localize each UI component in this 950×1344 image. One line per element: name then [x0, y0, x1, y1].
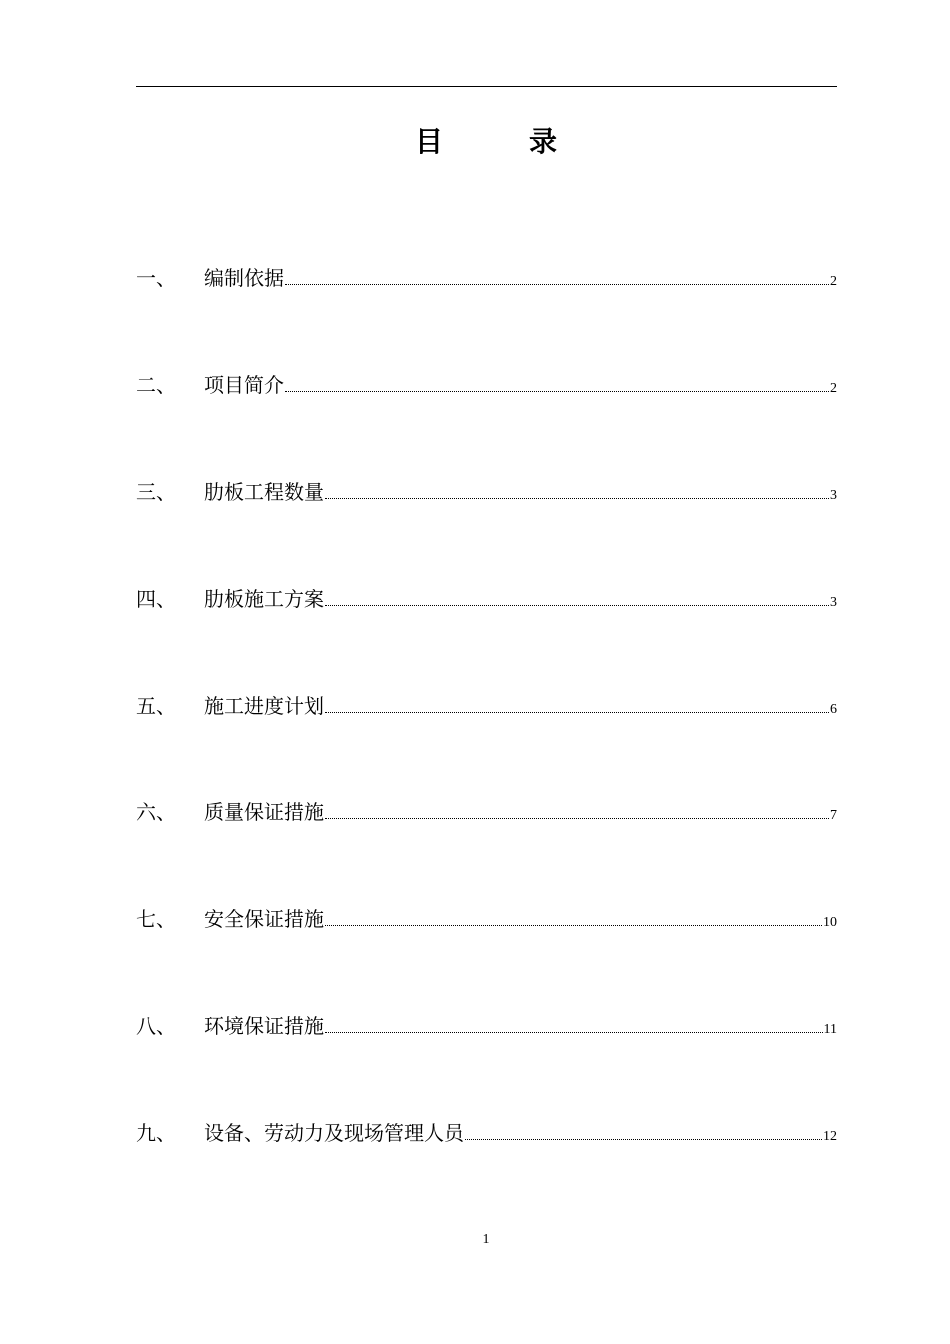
toc-entry-title: 肋板施工方案	[204, 587, 324, 611]
toc-entry-title: 肋板工程数量	[204, 480, 324, 504]
toc-entry-5[interactable]	[136, 691, 837, 721]
toc-leader-dots	[325, 818, 829, 819]
toc-entry-number: 九、	[136, 1121, 176, 1145]
toc-entry-number: 七、	[136, 907, 176, 931]
toc-entry-1[interactable]	[136, 263, 837, 293]
toc-entry-page: 11	[823, 1022, 837, 1037]
page-number: 1	[482, 1232, 490, 1247]
toc-entry-9[interactable]	[136, 1118, 837, 1148]
toc-entry-2[interactable]	[136, 370, 837, 400]
toc-entry-title: 设备、劳动力及现场管理人员	[204, 1121, 464, 1145]
toc-entry-6[interactable]	[136, 797, 837, 827]
header-rule	[136, 86, 837, 87]
toc-entry-page: 2	[830, 274, 837, 289]
title-char-1: 目	[414, 125, 443, 158]
toc-entry-4[interactable]	[136, 584, 837, 614]
toc-entry-title: 质量保证措施	[204, 800, 324, 824]
toc-leader-dots	[285, 391, 829, 392]
toc-entry-number: 五、	[136, 694, 176, 718]
toc-entry-page: 2	[830, 381, 837, 396]
toc-entry-page: 3	[830, 488, 837, 503]
toc-leader-dots	[325, 712, 829, 713]
toc-leader-dots	[285, 284, 829, 285]
toc-entry-number: 二、	[136, 373, 176, 397]
toc-entry-title: 项目简介	[204, 373, 284, 397]
toc-entry-number: 一、	[136, 266, 176, 290]
toc-entry-title: 环境保证措施	[204, 1014, 324, 1038]
toc-leader-dots	[325, 498, 829, 499]
toc-leader-dots	[325, 1032, 823, 1033]
toc-entry-number: 八、	[136, 1014, 176, 1038]
toc-title	[0, 124, 950, 160]
toc-entry-title: 安全保证措施	[204, 907, 324, 931]
toc-entry-page: 3	[830, 595, 837, 610]
toc-entry-page: 10	[823, 915, 837, 930]
toc-entry-number: 三、	[136, 480, 176, 504]
toc-entry-7[interactable]	[136, 904, 837, 934]
title-char-2: 录	[529, 125, 558, 158]
toc-entry-3[interactable]	[136, 477, 837, 507]
toc-entry-title: 施工进度计划	[204, 694, 324, 718]
toc-entry-title: 编制依据	[204, 266, 284, 290]
toc-entry-page: 12	[823, 1129, 837, 1144]
toc-entry-page: 6	[830, 702, 837, 717]
toc-leader-dots	[325, 925, 822, 926]
toc-leader-dots	[325, 605, 829, 606]
toc-entry-8[interactable]	[136, 1011, 837, 1041]
toc-entry-page: 7	[830, 808, 837, 823]
toc-leader-dots	[465, 1139, 822, 1140]
toc-entry-number: 四、	[136, 587, 176, 611]
toc-entry-number: 六、	[136, 800, 176, 824]
